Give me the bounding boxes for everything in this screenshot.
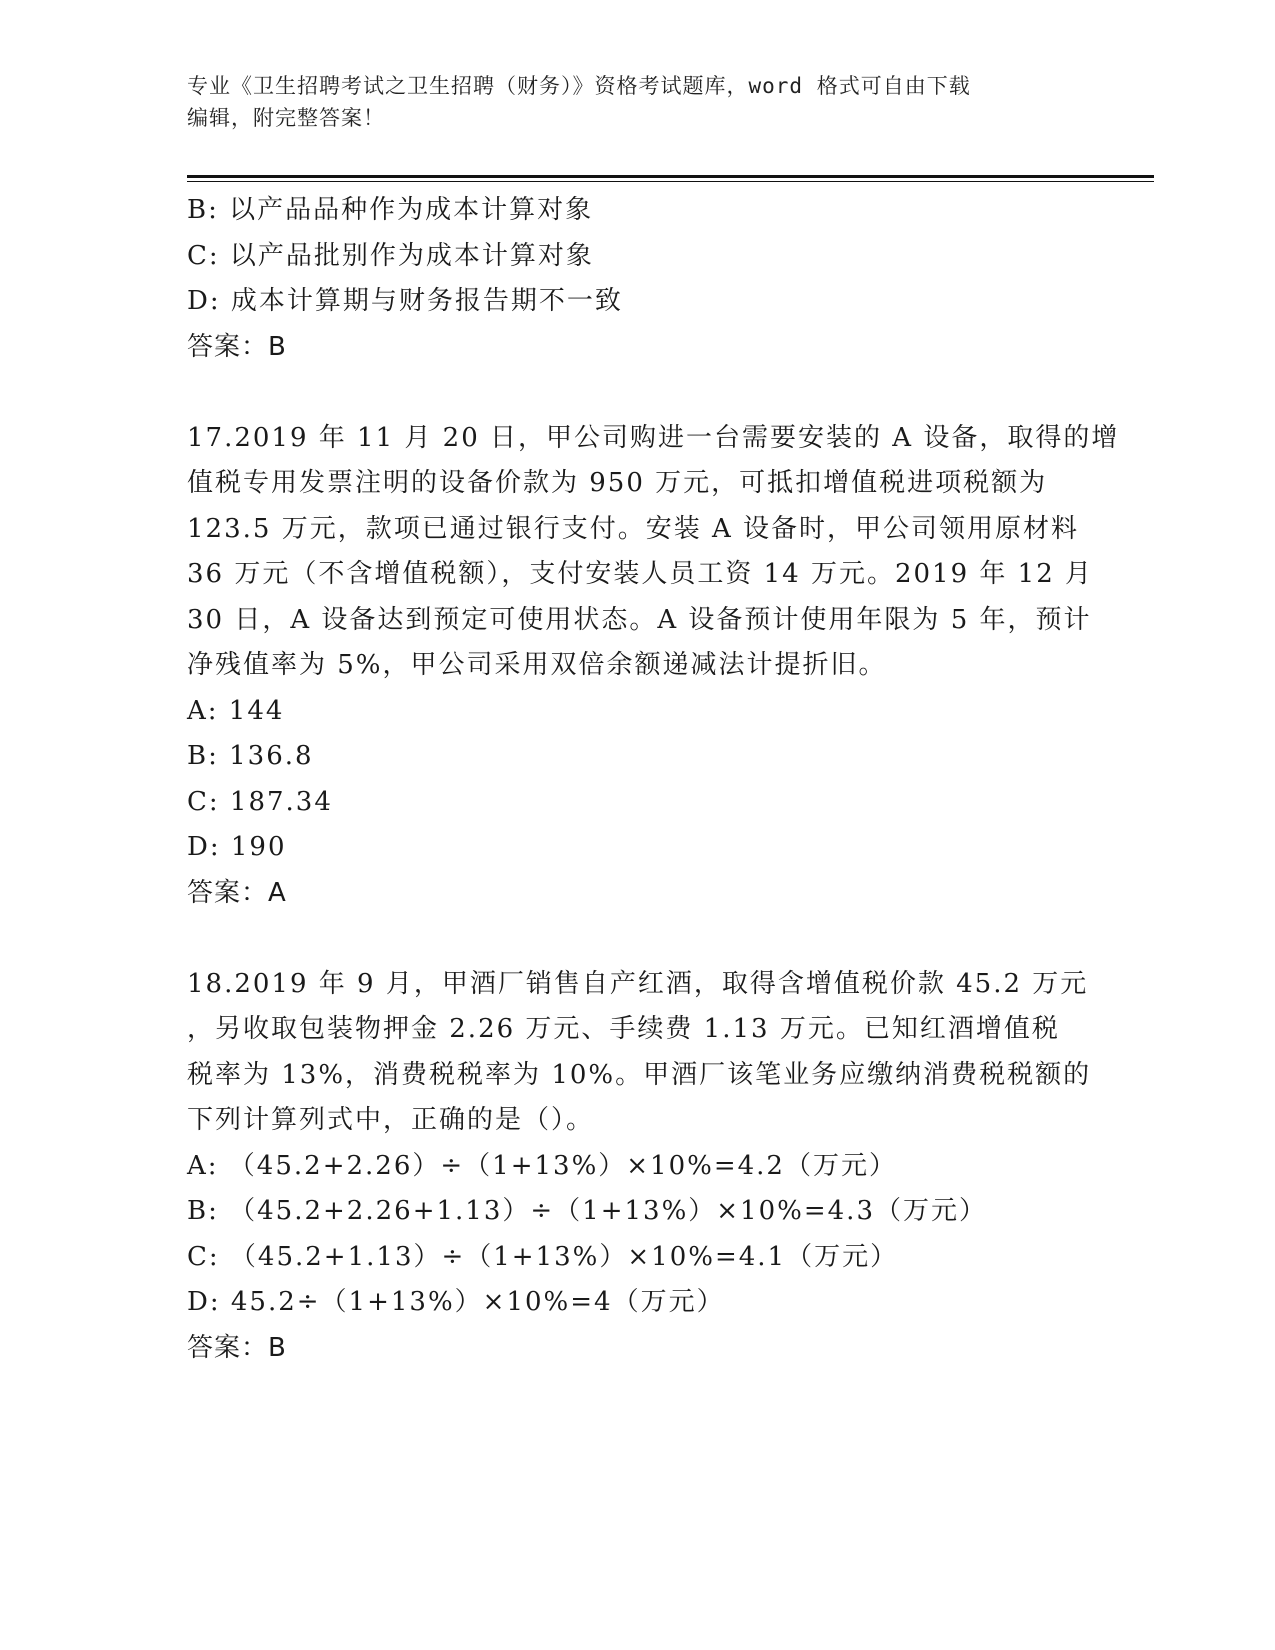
spacer xyxy=(187,370,1087,416)
document-body xyxy=(187,188,1120,1371)
question-text-line: 值税专用发票注明的设备价款为 950 万元，可抵扣增值税进项税额为 xyxy=(187,468,1048,498)
question-18 xyxy=(187,962,1092,1372)
question-text-line: ，另收取包装物押金 2.26 万元、手续费 1.13 万元。已知红酒增值税 xyxy=(187,1014,1060,1044)
option-b: B: （45.2+2.26+1.13）÷（1+13%）×10%=4.3（万元） xyxy=(187,1196,987,1226)
header-divider-thick xyxy=(187,175,1154,178)
option-c: C: （45.2+1.13）÷（1+13%）×10%=4.1（万元） xyxy=(187,1241,899,1272)
option-a: A: （45.2+2.26）÷（1+13%）×10%=4.2（万元） xyxy=(187,1150,897,1181)
previous-question xyxy=(187,188,1087,370)
option-b: B: 136.8 xyxy=(187,741,314,771)
question-text-line: 18.2019 年 9 月，甲酒厂销售自产红酒，取得含增值税价款 45.2 万元 xyxy=(187,968,1089,999)
question-text-line: 税率为 13%，消费税税率为 10%。甲酒厂该笔业务应缴纳消费税税额的 xyxy=(187,1059,1092,1090)
header-line-2: 编辑，附完整答案！ xyxy=(187,106,385,130)
spacer xyxy=(187,916,1087,962)
option-d: D: 190 xyxy=(187,832,287,862)
question-text-line: 净残值率为 5%，甲公司采用双倍余额递减法计提折旧。 xyxy=(187,650,887,680)
option-d: D: 成本计算期与财务报告期不一致 xyxy=(187,286,623,316)
option-b: B: 以产品品种作为成本计算对象 xyxy=(187,195,594,225)
question-text-line: 30 日，A 设备达到预定可使用状态。A 设备预计使用年限为 5 年，预计 xyxy=(187,604,1092,635)
document-header xyxy=(187,70,1077,134)
option-a: A: 144 xyxy=(187,695,285,726)
question-text-line: 123.5 万元，款项已通过银行支付。安装 A 设备时，甲公司领用原材料 xyxy=(187,513,1080,544)
answer-label: 答案：B xyxy=(187,1332,287,1363)
question-text-line: 36 万元（不含增值税额），支付安装人员工资 14 万元。2019 年 12 月 xyxy=(187,559,1094,589)
answer-label: 答案：A xyxy=(187,877,287,908)
question-text-line: 下列计算列式中，正确的是（）。 xyxy=(187,1105,595,1135)
option-c: C: 以产品批别作为成本计算对象 xyxy=(187,240,594,271)
answer-label: 答案：B xyxy=(187,331,287,362)
header-divider-thin xyxy=(187,181,1154,182)
question-text-line: 17.2019 年 11 月 20 日，甲公司购进一台需要安装的 A 设备，取得的增 xyxy=(187,422,1120,453)
header-line-1: 专业《卫生招聘考试之卫生招聘（财务）》资格考试题库，word 格式可自由下载 xyxy=(187,74,971,98)
option-d: D: 45.2÷（1+13%）×10%=4（万元） xyxy=(187,1287,725,1317)
option-c: C: 187.34 xyxy=(187,786,333,817)
question-17 xyxy=(187,416,1120,917)
